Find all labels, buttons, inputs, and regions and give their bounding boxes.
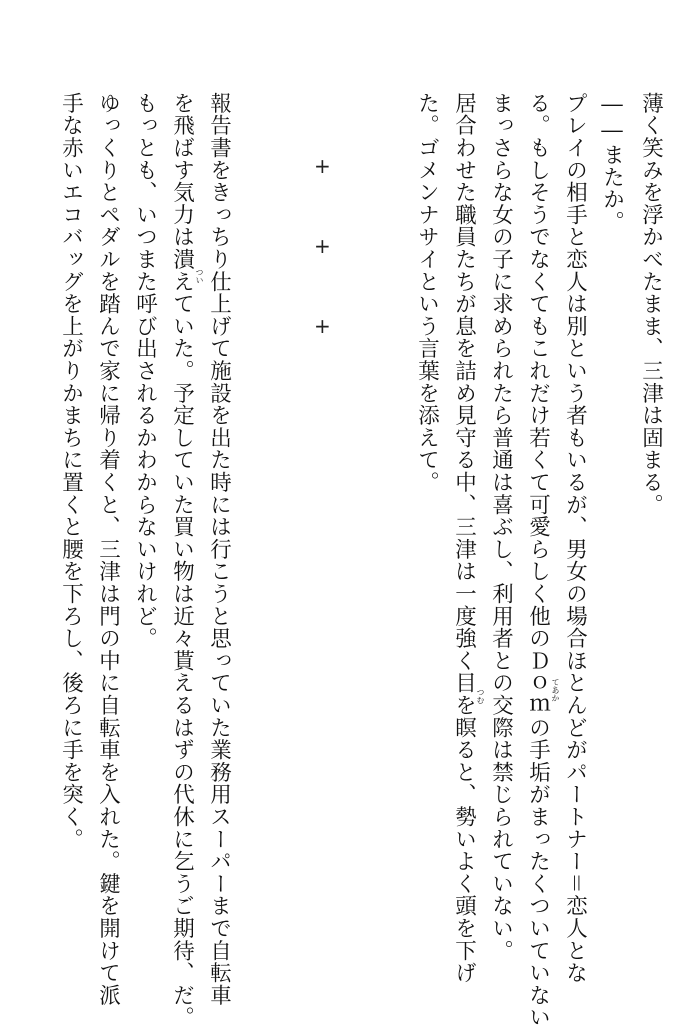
- column-text-after-ruby: えていた。予定していた買い物は近々貰えるはずの代休に乞うご期待、だ。: [169, 270, 195, 1029]
- text-column-11: [97, 92, 119, 1006]
- ruby-tea: [551, 678, 559, 702]
- ruby-tsumu: [476, 688, 484, 704]
- text-column-6: [453, 92, 475, 984]
- text-column-12: [60, 92, 82, 850]
- scene-break-mark: +: [314, 234, 331, 258]
- column-text: る。もしそうでなくてもこれだけ若くて可愛らしく他のＤｏｍの手垢: [525, 92, 551, 784]
- column-text: もっとも、いつまた呼び出されるかわからないけれど。: [132, 92, 158, 650]
- ruby-tsui: [195, 268, 203, 284]
- column-text: 居合わせた職員たちが息を詰め見守る中、三津は一度強く目を瞑: [451, 92, 477, 739]
- column-text: ――またか。: [599, 92, 625, 233]
- column-text: 手な赤いエコバッグを上がりかまちに置くと腰を下ろし、後ろに手を突く。: [58, 92, 84, 851]
- text-column-3: [564, 92, 586, 984]
- column-text: プレイの相手と恋人は別という者もいるが、男女の場合ほとんどがパートナー＝恋人とな: [562, 92, 588, 984]
- text-column-5: [490, 92, 512, 962]
- column-text: 報告書をきっちり仕上げて施設を出た時には行こうと思っていた業務用スーパーまで自転車: [206, 92, 232, 1007]
- text-column-2: [601, 92, 623, 233]
- text-column-7: [416, 92, 438, 493]
- column-text-after-ruby: ると、勢いよく頭を下げ: [451, 738, 477, 985]
- ruby-text: つい: [195, 268, 204, 284]
- scene-break-mark: +: [314, 314, 331, 338]
- text-column-10: [134, 92, 156, 650]
- ruby-text: つむ: [476, 688, 485, 704]
- column-text: を飛ばす気力は潰: [169, 92, 195, 271]
- text-column-8: [208, 92, 230, 1006]
- ruby-text: てあか: [551, 678, 560, 702]
- column-text: ゆっくりとペダルを踏んで家に帰り着くと、三津は門の中に自転車を入れた。鍵を開けて派: [95, 92, 121, 1007]
- scene-break-mark: +: [314, 154, 331, 178]
- text-column-9: [171, 92, 193, 1029]
- text-column-1: [640, 92, 662, 516]
- column-text-after-ruby: がまったくついていない: [525, 783, 551, 1029]
- column-text: まっさらな女の子に求められたら普通は喜ぶし、利用者との交際は禁じられていない。: [488, 92, 514, 962]
- column-text: 薄く笑みを浮かべたまま、三津は固まる。: [638, 92, 664, 516]
- column-text: た。ゴメンナサイという言葉を添えて。: [414, 92, 440, 494]
- text-column-4: [527, 92, 549, 1029]
